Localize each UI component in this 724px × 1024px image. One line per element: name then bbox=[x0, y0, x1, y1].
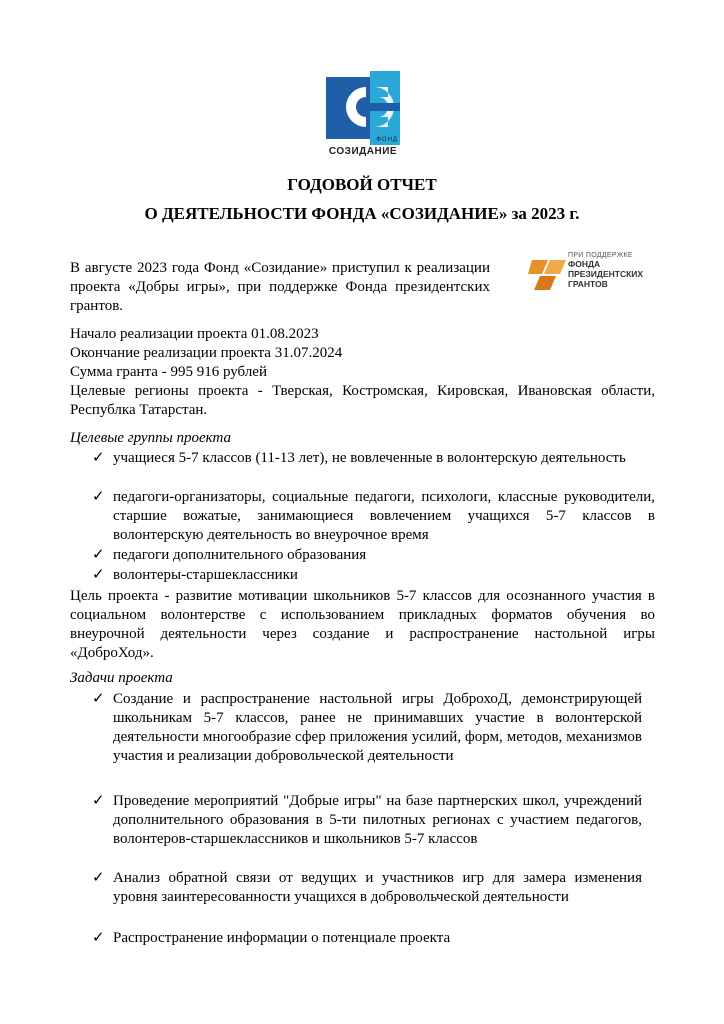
checkmark-icon: ✓ bbox=[92, 489, 105, 505]
foundation-logo bbox=[326, 71, 400, 159]
project-start: Начало реализации проекта 01.08.2023 bbox=[70, 326, 319, 342]
tasks-heading: Задачи проекта bbox=[70, 670, 173, 686]
logo-mark-icon bbox=[326, 71, 400, 145]
list-item: ✓ Создание и распространение настольной игры ДоброхоД, демонстрирующей школьникам 5-7 классов, ранее не принимавших участие в волонтерской деятельности многообразие сфер приложения усилий, форм, методов, механизмов участия и реализации добровольческой деятельности bbox=[92, 691, 642, 764]
logo-fond-text: ФОНД bbox=[376, 137, 398, 143]
project-end: Окончание реализации проекта 31.07.2024 bbox=[70, 345, 343, 361]
checkmark-icon: ✓ bbox=[92, 691, 105, 707]
intro-paragraph: В августе 2023 года Фонд «Созидание» приступил к реализации проекта «Добры игры», при поддержке Фонда президентских грантов. bbox=[70, 260, 490, 314]
checkmark-icon: ✓ bbox=[92, 567, 105, 583]
checkmark-icon: ✓ bbox=[92, 870, 105, 886]
checkmark-icon: ✓ bbox=[92, 547, 105, 563]
grant-logo-line2: ФОНДА bbox=[568, 259, 601, 269]
project-goal: Цель проекта - развитие мотивации школьников 5-7 классов для осознанного участия в социальном волонтерстве с использованием прикладных форматов обучения во внеурочной деятельности через создание и распространение настольной игры «ДоброХод». bbox=[70, 588, 655, 661]
target-regions: Целевые регионы проекта - Тверская, Костромская, Кировская, Ивановская области, Республка Татарстан. bbox=[70, 383, 655, 418]
grant-sum: Сумма гранта - 995 916 рублей bbox=[70, 364, 267, 380]
report-title: ГОДОВОЙ ОТЧЕТ bbox=[287, 175, 437, 194]
grant-logo-line3: ПРЕЗИДЕНТСКИХ bbox=[568, 269, 644, 279]
list-item: ✓ Анализ обратной связи от ведущих и участников игр для замера изменения уровня заинтересованности учащихся в добровольческой деятельности bbox=[92, 870, 642, 905]
logo-text: СОЗИДАНИЕ bbox=[328, 146, 398, 157]
checkmark-icon: ✓ bbox=[92, 930, 105, 946]
list-item: ✓ педагоги дополнительного образования bbox=[92, 547, 367, 563]
list-item: ✓ волонтеры-старшеклассники bbox=[92, 567, 298, 583]
presidential-grants-logo bbox=[528, 252, 688, 308]
grant-logo-line4: ГРАНТОВ bbox=[568, 279, 608, 289]
grant-logo-line1: ПРИ ПОДДЕРЖКЕ bbox=[568, 252, 633, 259]
report-subtitle: О ДЕЯТЕЛЬНОСТИ ФОНДА «СОЗИДАНИЕ» за 2023 г. bbox=[144, 204, 580, 223]
target-groups-heading: Целевые группы проекта bbox=[70, 430, 231, 446]
list-item: ✓ Распространение информации о потенциале проекта bbox=[92, 930, 451, 946]
list-item: ✓ Проведение мероприятий "Добрые игры" на базе партнерских школ, учреждений дополнительного образования в 5-ти пилотных регионах с участием педагогов, волонтеров-старшеклассников и школьников 5-7 классов bbox=[92, 793, 642, 847]
grant-logo-icon bbox=[528, 252, 566, 292]
list-item: ✓ педагоги-организаторы, социальные педагоги, психологи, классные руководители, старшие вожатые, занимающиеся вовлечением учащихся 5-7 классов в волонтерскую деятельность во внеурочное время bbox=[92, 489, 655, 543]
checkmark-icon: ✓ bbox=[92, 450, 105, 466]
checkmark-icon: ✓ bbox=[92, 793, 105, 809]
list-item: ✓ учащиеся 5-7 классов (11-13 лет), не вовлеченные в волонтерскую деятельность bbox=[92, 450, 626, 466]
